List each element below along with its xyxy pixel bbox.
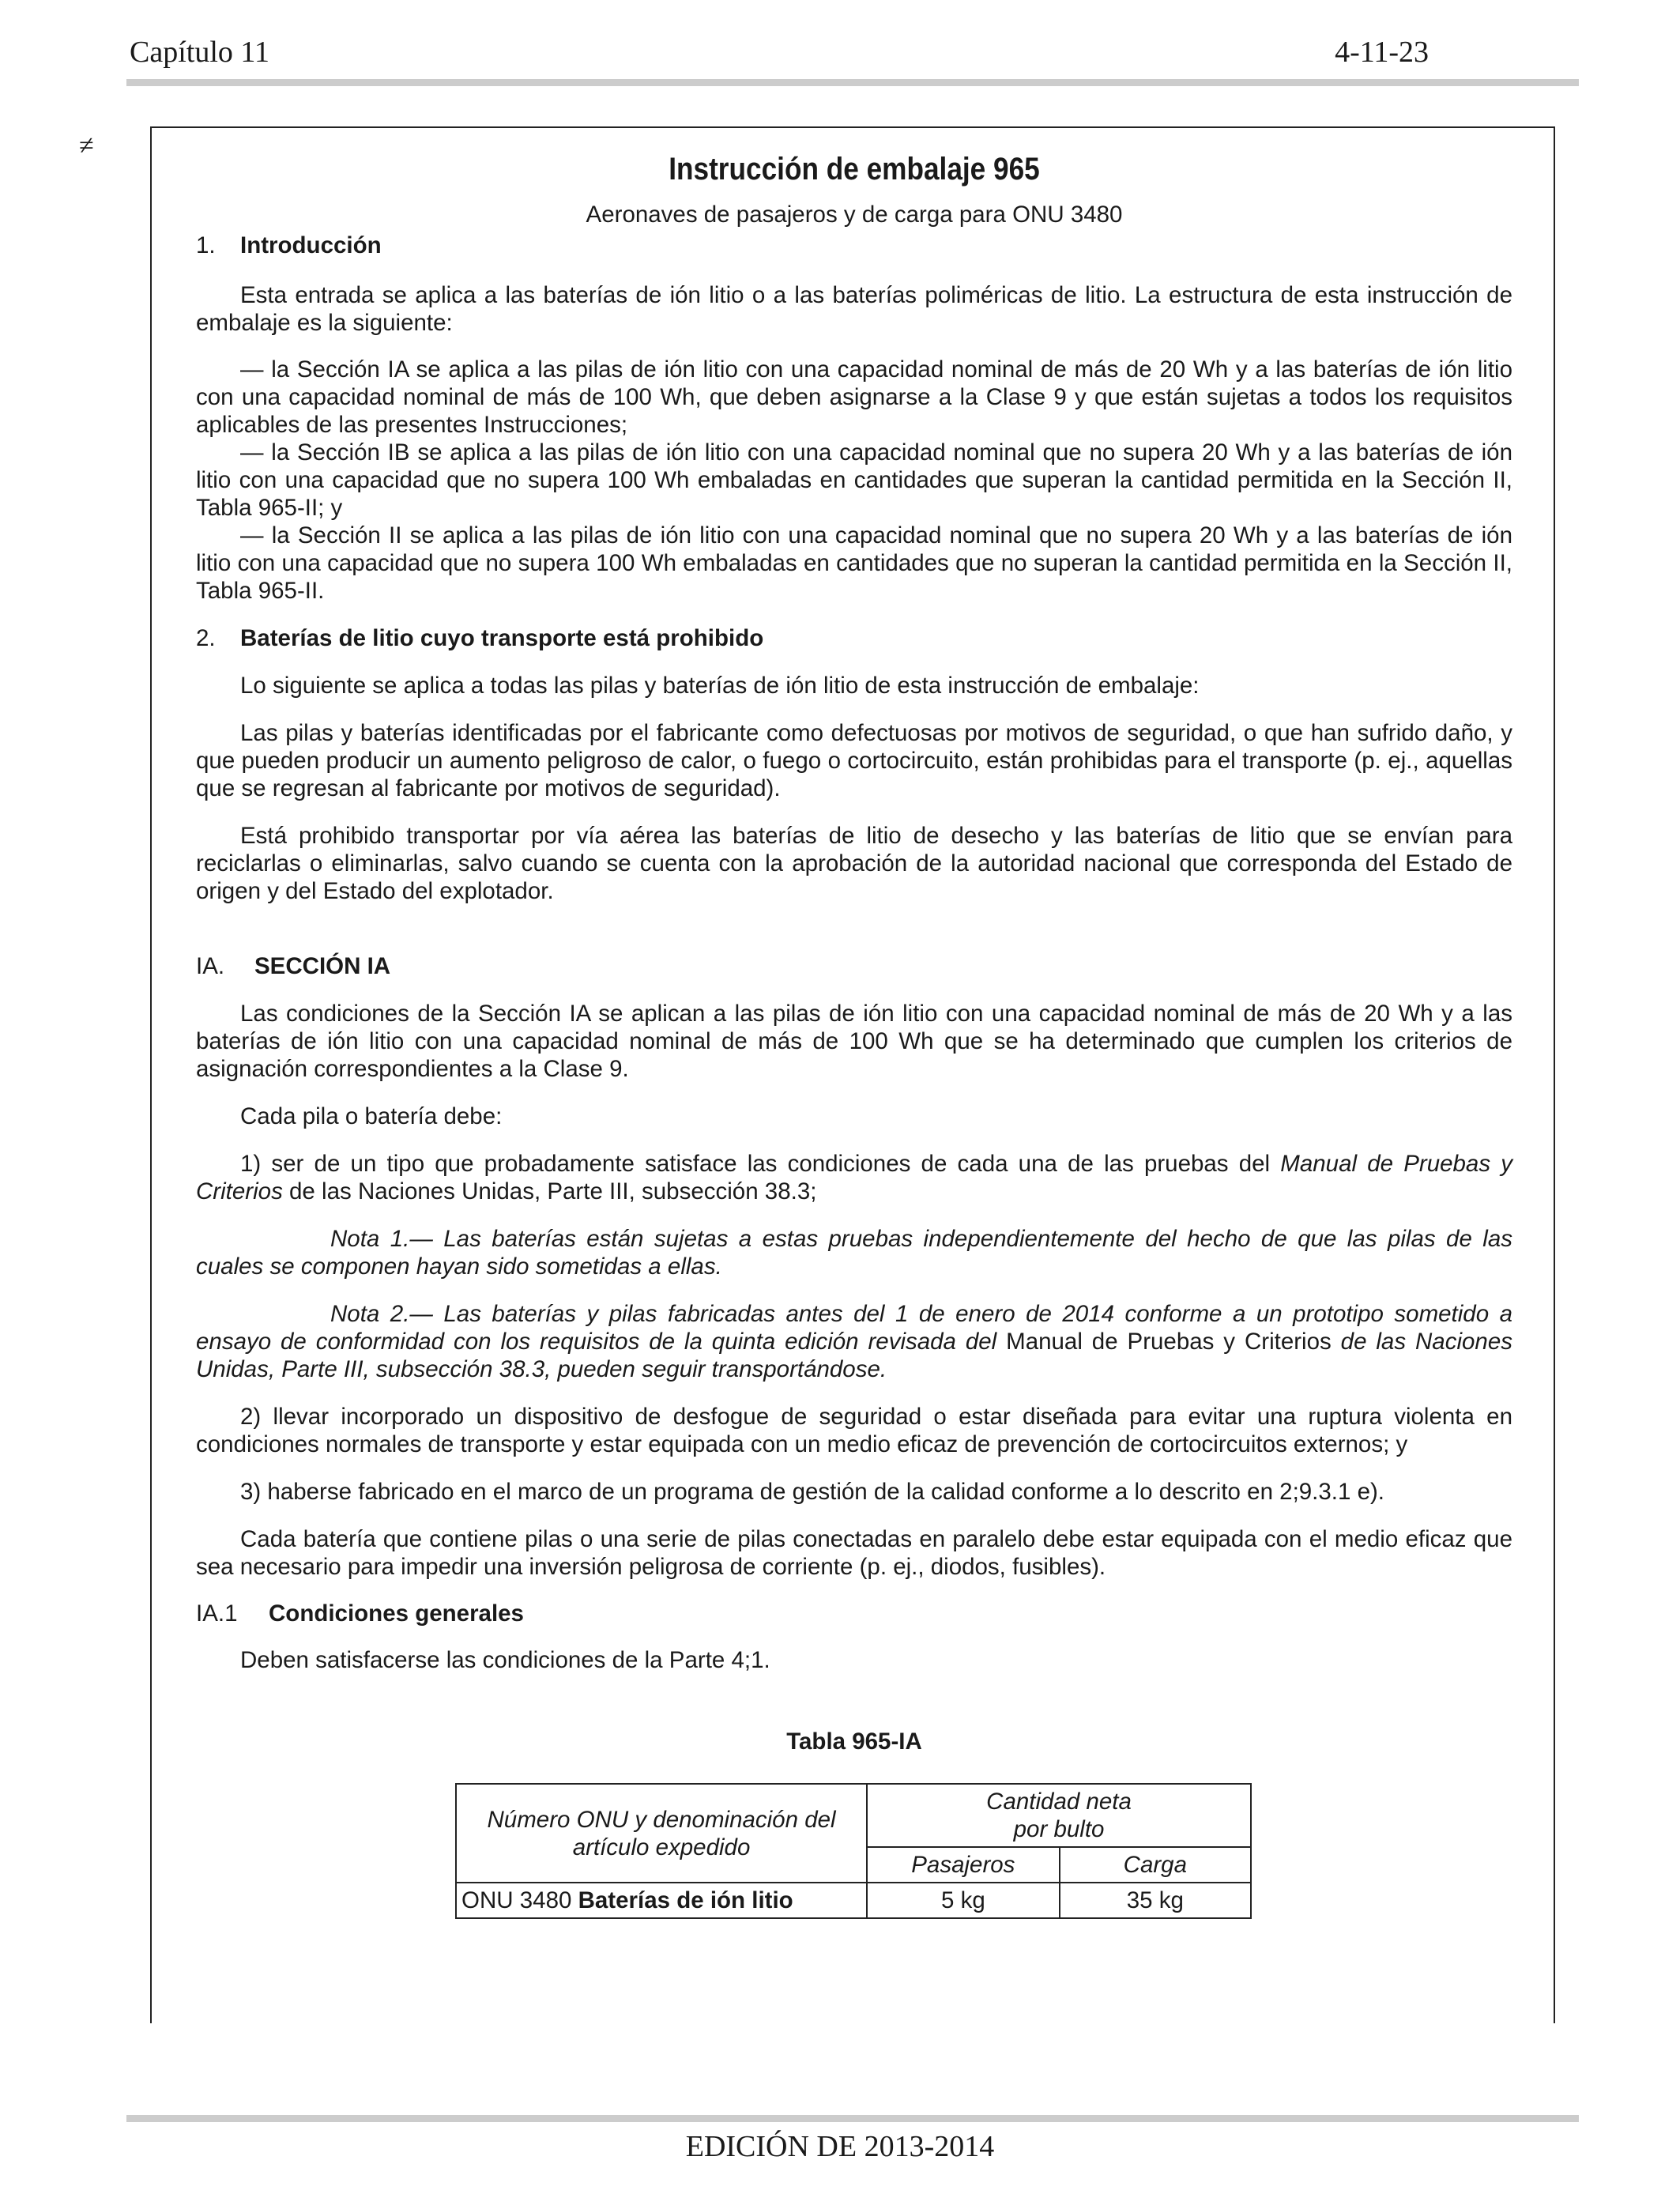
section-1-paragraph: Esta entrada se aplica a las baterías de ión litio o a las baterías poliméricas de litio. La estructura de esta instrucción de embalaje es la siguiente: <box>196 282 1512 336</box>
section-2-heading <box>196 624 1512 652</box>
footer-rule <box>126 2115 1579 2122</box>
section-ia-heading <box>196 952 1512 980</box>
net-quantity-line-1: Cantidad neta <box>986 1789 1132 1815</box>
item-1-text: 1) ser de un tipo que probadamente satisface las condiciones de cada una de las pruebas del <box>240 1151 1281 1177</box>
section-2-paragraph-1: Lo siguiente se aplica a todas las pilas y baterías de ión litio de esta instrucción de embalaje: <box>240 673 1200 699</box>
table-header-carga: Carga <box>1060 1847 1251 1883</box>
shipping-name: Baterías de ión litio <box>578 1887 793 1913</box>
section-2-paragraph-3: Está prohibido transportar por vía aérea las baterías de litio de desecho y las baterías de litio que se envían para reciclarlas o eliminarlas, salvo cuando se cuenta con la aprobación de la autoridad nacional que corresponda del Estado de origen y del Estado del explotador. <box>196 823 1512 904</box>
section-1-bullet-ib: — la Sección IB se aplica a las pilas de ión litio con una capacidad nominal que no supera 20 Wh y a las baterías de ión litio con una capacidad que no supera 100 Wh embaladas en cantidades que superan la cantidad permitida en la Sección II, Tabla 965-II; y <box>196 439 1512 521</box>
section-ia-paragraph-1: Las condiciones de la Sección IA se aplican a las pilas de ión litio con una capacidad nominal de más de 20 Wh y a las baterías de ión litio con una capacidad nominal de más de 100 Wh que se ha determinado que cumplen los criterios de asignación correspondientes a la Clase 9. <box>196 1001 1512 1082</box>
table-row <box>456 1883 1251 1918</box>
section-2-title: Baterías de litio cuyo transporte está prohibido <box>240 625 764 651</box>
section-ia-paragraph-2: Cada pila o batería debe: <box>240 1103 503 1129</box>
section-ia1-number: IA.1 <box>196 1600 238 1627</box>
quantity-table <box>455 1783 1252 1919</box>
table-cell-un-name <box>456 1883 867 1918</box>
section-ia-number: IA. <box>196 953 225 979</box>
chapter-label: Capítulo 11 <box>130 36 269 69</box>
section-1-number: 1. <box>196 232 216 258</box>
section-ia-item-1 <box>196 1150 1512 1205</box>
edition-footer: EDICIÓN DE 2013-2014 <box>685 2130 995 2163</box>
change-mark: ≠ <box>79 131 94 160</box>
note-2-text: Nota 2.— Las baterías y pilas fabricadas antes del 1 de enero de 2014 conforme a un prototipo sometido a ensayo de conformidad con los requisitos de la quinta edición revisada del <box>196 1301 1512 1355</box>
item-1-text-end: de las Naciones Unidas, Parte III, subsección 38.3; <box>282 1178 817 1204</box>
section-ia1-paragraph: Deben satisfacerse las condiciones de la Parte 4;1. <box>240 1647 770 1673</box>
section-ia-paragraph-3: Cada batería que contiene pilas o una serie de pilas conectadas en paralelo debe estar equipada con el medio eficaz que sea necesario para impedir una inversión peligrosa de corriente (p. ej., diodos, fusibles). <box>196 1526 1512 1580</box>
table-header-net-quantity <box>867 1784 1251 1847</box>
instruction-content <box>196 150 1512 1919</box>
section-ia1-heading <box>196 1600 1512 1627</box>
section-ia1-title: Condiciones generales <box>269 1600 524 1627</box>
section-2-number: 2. <box>196 625 216 651</box>
section-ia-item-2: 2) llevar incorporado un dispositivo de desfogue de seguridad o estar diseñada para evitar una ruptura violenta en condiciones normales de transporte y estar equipada con un medio eficaz de prevención de cortocircuitos externos; y <box>196 1404 1512 1457</box>
page-subtitle: Aeronaves de pasajeros y de carga para ONU 3480 <box>586 202 1123 228</box>
table-header-pasajeros: Pasajeros <box>867 1847 1060 1883</box>
revision-date: 4-11-23 <box>1335 36 1429 69</box>
section-1-bullet-ii: — la Sección II se aplica a las pilas de ión litio con una capacidad nominal que no supera 20 Wh y a las baterías de ión litio con una capacidad que no supera 100 Wh embaladas en cantidades que no superan la cantidad permitida en la Sección II, Tabla 965-II. <box>196 522 1512 604</box>
section-ia-title: SECCIÓN IA <box>254 953 391 979</box>
section-ia-note-1: Nota 1.— Las baterías están sujetas a estas pruebas independientemente del hecho de que las pilas de las cuales se componen hayan sido sometidas a ellas. <box>196 1226 1512 1280</box>
header-rule <box>126 79 1579 86</box>
section-ia-item-3: 3) haberse fabricado en el marco de un programa de gestión de la calidad conforme a lo descrito en 2;9.3.1 e). <box>240 1479 1385 1505</box>
note-2-text-end: de las Naciones Unidas, Parte III, subsección 38.3, pueden seguir transportándose. <box>196 1329 1512 1382</box>
un-number: ONU 3480 <box>461 1887 578 1913</box>
table-header-row <box>456 1784 1251 1847</box>
table-cell-pasajeros: 5 kg <box>867 1883 1060 1918</box>
table-cell-carga: 35 kg <box>1060 1883 1251 1918</box>
section-1-title: Introducción <box>240 232 382 258</box>
item-1-manual-title: Manual de Pruebas y Criterios <box>196 1151 1513 1204</box>
table-title: Tabla 965-IA <box>786 1728 922 1755</box>
note-2-manual-title: Manual de Pruebas y Criterios <box>1006 1329 1332 1355</box>
table-header-un-number: Número ONU y denominación del artículo expedido <box>456 1784 867 1883</box>
section-2-paragraph-2: Las pilas y baterías identificadas por el fabricante como defectuosas por motivos de seguridad, o que han sufrido daño, y que pueden producir un aumento peligroso de calor, o fuego o cortocircuito, están prohibidas para el transporte (p. ej., aquellas que se regresan al fabricante por motivos de seguridad). <box>196 720 1512 801</box>
section-ia-note-2 <box>196 1300 1512 1383</box>
net-quantity-line-2: por bulto <box>1013 1816 1105 1842</box>
page-title: Instrucción de embalaje 965 <box>669 152 1040 187</box>
section-1-heading <box>196 232 1512 259</box>
section-1-bullet-ia: — la Sección IA se aplica a las pilas de ión litio con una capacidad nominal de más de 20 Wh y a las baterías de ión litio con una capacidad nominal de más de 100 Wh, que deben asignarse a la Clase 9 y que están sujetas a todos los requisitos aplicables de las presentes Instrucciones; <box>196 356 1512 438</box>
